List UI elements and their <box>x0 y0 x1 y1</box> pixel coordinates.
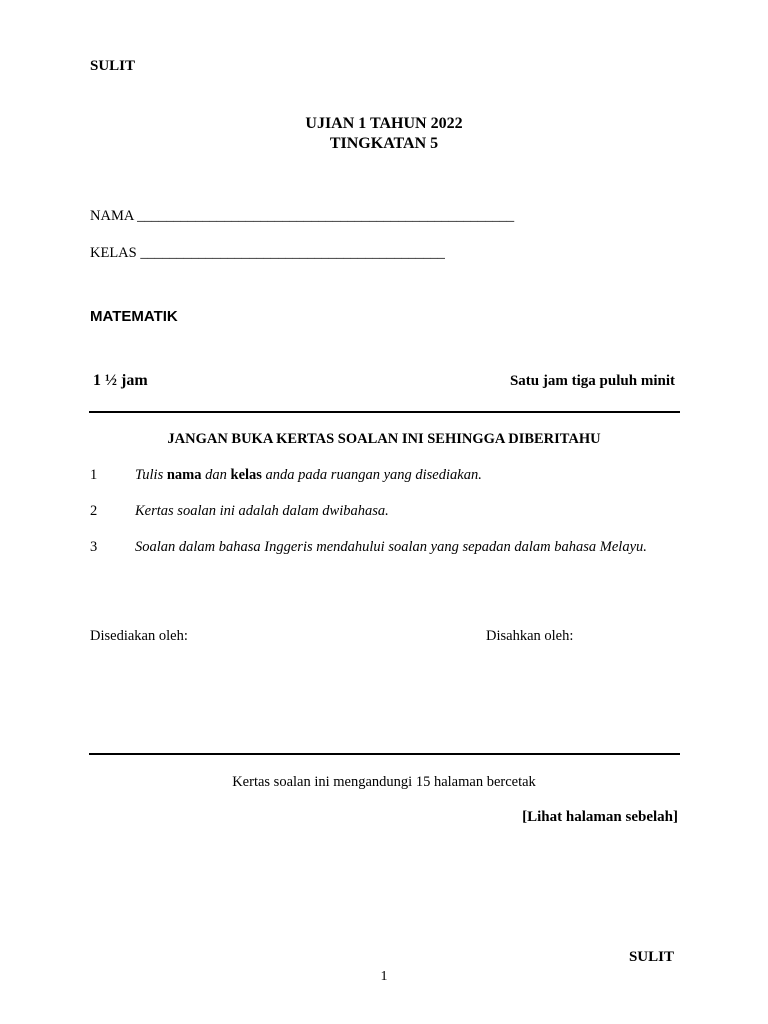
instruction-text: Kertas soalan ini adalah dalam dwibahasa. <box>135 503 389 519</box>
prepared-by-label: Disediakan oleh: <box>90 628 188 644</box>
instruction-number: 1 <box>90 467 98 483</box>
approved-by-label: Disahkan oleh: <box>486 628 574 644</box>
divider-bottom <box>89 753 680 755</box>
classification-label-bottom: SULIT <box>628 949 674 965</box>
exam-form-level: TINGKATAN 5 <box>329 135 439 152</box>
duration-long: Satu jam tiga puluh minit <box>509 373 675 389</box>
instruction-text: Tulis nama dan kelas anda pada ruangan yang disediakan. <box>135 467 482 483</box>
page-count-note: Kertas soalan ini mengandungi 15 halaman bercetak <box>232 774 536 790</box>
do-not-open-warning: JANGAN BUKA KERTAS SOALAN INI SEHINGGA DIBERITAHU <box>167 431 601 447</box>
instruction-number: 3 <box>90 539 98 555</box>
divider-top <box>89 411 680 413</box>
subject-heading: MATEMATIK <box>90 308 178 325</box>
classification-label-top: SULIT <box>90 58 136 74</box>
name-field-line: NAMA ____________________________________________________ <box>90 208 515 224</box>
instruction-number: 2 <box>90 503 98 519</box>
page-number: 1 <box>380 969 388 984</box>
exam-title: UJIAN 1 TAHUN 2022 <box>305 115 463 132</box>
instruction-text: Soalan dalam bahasa Inggeris mendahului soalan yang sepadan dalam bahasa Melayu. <box>135 539 647 555</box>
turn-over-note: [Lihat halaman sebelah] <box>522 809 678 825</box>
class-field-line: KELAS __________________________________________ <box>90 245 445 261</box>
duration-short: 1 ½ jam <box>93 372 148 389</box>
